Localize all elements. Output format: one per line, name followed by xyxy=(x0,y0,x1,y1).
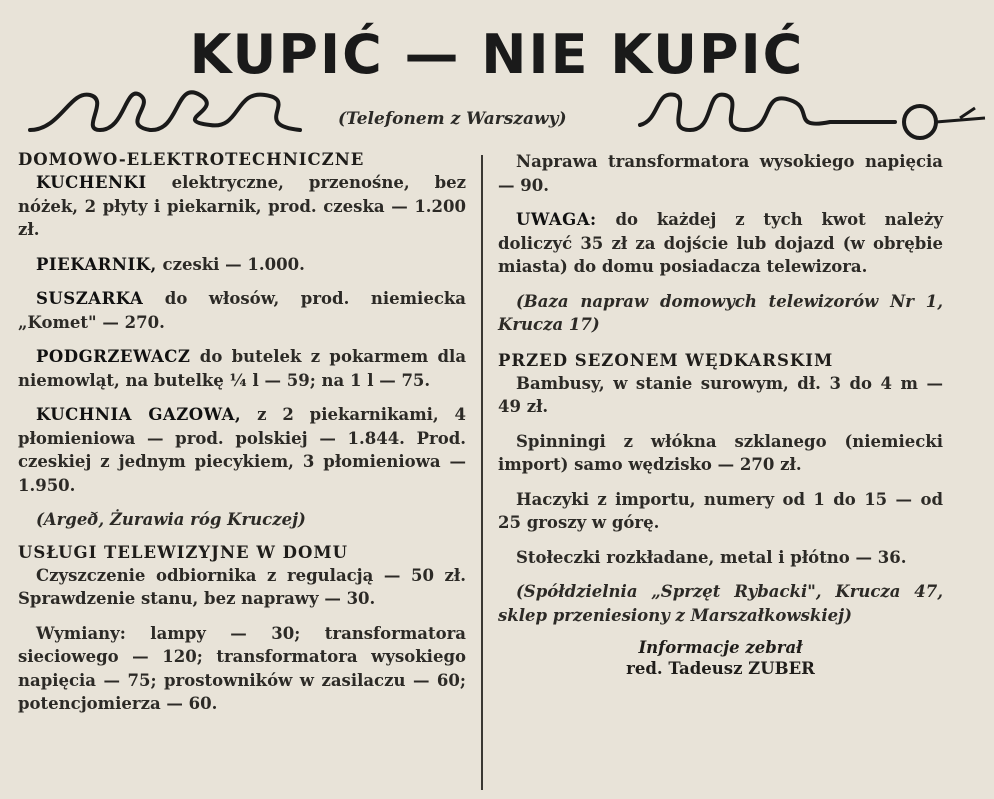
article-paragraph: Stołeczki rozkładane, metal i płótno — 36. xyxy=(516,547,907,567)
section-heading-fishing: PRZED SEZONEM WĘDKARSKIM xyxy=(498,350,834,370)
item-name: SUSZARKA xyxy=(36,289,144,308)
item-text: do włosów, prod. niemiecka „Komet" — 270. xyxy=(18,289,466,332)
credit-line: Informacje zebrał xyxy=(638,638,803,657)
left-column xyxy=(18,150,466,727)
article-paragraph xyxy=(18,287,466,334)
item-text: do każdej z tych kwot należy doliczyć 35 zł za dojście lub dojazd (w obrębie miasta) do domu posiadacza telewizora. xyxy=(498,210,944,276)
notice-label: UWAGA: xyxy=(516,210,597,229)
right-column xyxy=(498,150,943,678)
article-paragraph: Haczyki z importu, numery od 1 do 15 — od 25 groszy w górę. xyxy=(498,489,943,532)
article-paragraph xyxy=(18,171,466,242)
article-paragraph: Bambusy, w stanie surowym, dł. 3 do 4 m — 49 zł. xyxy=(498,373,943,416)
article-paragraph: Wymiany: lampy — 30; transformatora sieciowego — 120; transformatora wysokiego napięcia — 75; prostowników w zasilaczu — 60; potencjomierza — 60. xyxy=(18,623,466,713)
item-name: PIEKARNIK, xyxy=(36,254,157,274)
item-text: czeski — 1.000. xyxy=(162,254,305,274)
article-paragraph xyxy=(18,345,466,392)
source-note: (Argeð, Żurawia róg Kruczej) xyxy=(36,510,306,529)
article-paragraph: Czyszczenie odbiornika z regulacją — 50 zł. Sprawdzenie stanu, bez naprawy — 30. xyxy=(18,565,466,608)
source-note: (Baza napraw domowych telewizorów Nr 1, Krucza 17) xyxy=(498,291,943,334)
item-text: elektryczne, przenośne, bez nóżek, 2 płyty i piekarnik, prod. czeska — 1.200 zł. xyxy=(18,173,466,239)
article-paragraph xyxy=(18,253,466,277)
section-heading-household: DOMOWO-ELEKTROTECHNICZNE xyxy=(18,150,365,169)
column-divider xyxy=(481,155,483,790)
item-text: z 2 piekarnikami, 4 płomieniowa — prod. polskiej — 1.844. Prod. czeskiej z jednym piecykiem, 3 płomieniowa — 1.950. xyxy=(18,405,467,495)
author-name: red. Tadeusz ZUBER xyxy=(626,659,815,678)
item-name: PODGRZEWACZ xyxy=(36,347,191,366)
article-paragraph: Spinningi z włókna szklanego (niemiecki import) samo wędzisko — 270 zł. xyxy=(498,431,943,474)
item-name: KUCHNIA GAZOWA, xyxy=(36,405,242,424)
item-name: KUCHENKI xyxy=(36,173,147,192)
headline: KUPIĆ — NIE KUPIĆ xyxy=(189,23,805,86)
source-note: (Spółdzielnia „Sprzęt Rybacki", Krucza 47, sklep przeniesiony z Marszałkowskiej) xyxy=(498,582,943,625)
article-paragraph: Naprawa transformatora wysokiego napięcia — 90. xyxy=(498,152,943,195)
subtitle: (Telefonem z Warszawy) xyxy=(338,109,567,129)
article-paragraph xyxy=(498,208,943,279)
section-heading-tv-services: USŁUGI TELEWIZYJNE W DOMU xyxy=(18,542,348,562)
article-paragraph xyxy=(18,403,466,497)
item-text: do butelek z pokarmem dla niemowląt, na butelkę ¼ l — 59; na 1 l — 75. xyxy=(18,347,467,390)
